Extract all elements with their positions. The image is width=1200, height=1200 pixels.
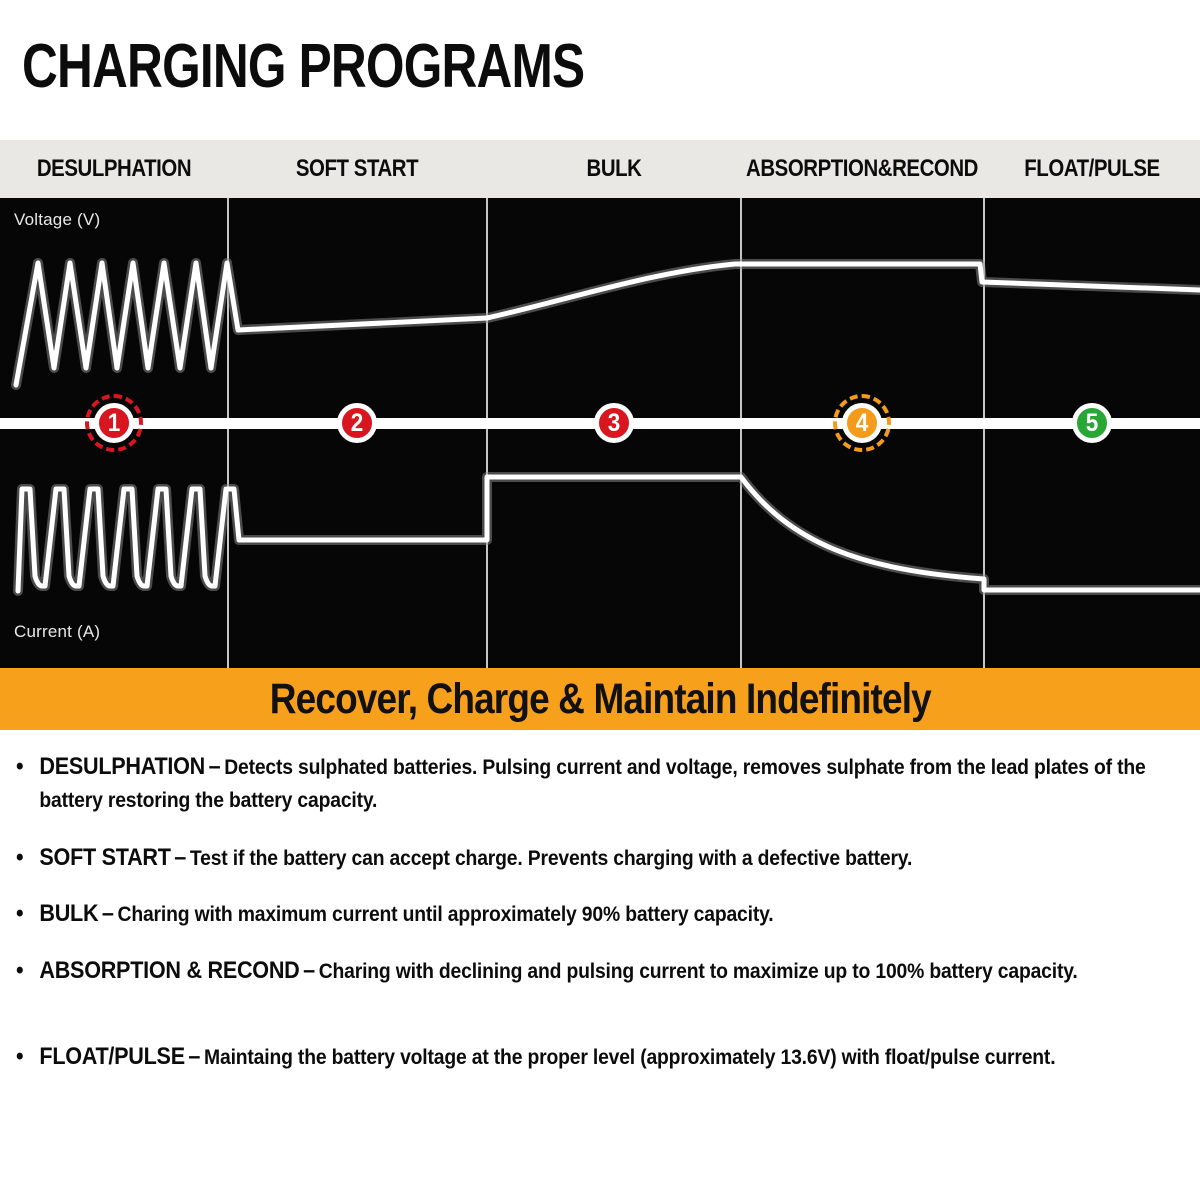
bullet-description: Charing with declining and pulsing current to maximize up to 100% battery capacity. <box>318 959 1078 983</box>
bullet-term: BULK <box>39 900 99 927</box>
current-waveform-glow <box>18 477 1200 591</box>
bullet-description: Test if the battery can accept charge. Prevents charging with a defective battery. <box>189 846 913 870</box>
bullet-marker: • <box>16 900 24 927</box>
page-title: CHARGING PROGRAMS <box>22 32 585 101</box>
stage-badge-5 <box>1072 403 1112 443</box>
bullet-term: FLOAT/PULSE <box>39 1043 185 1070</box>
stage-number-1: 1 <box>107 408 121 437</box>
voltage-waveform <box>16 263 1200 385</box>
stage-label-bulk: BULK <box>586 155 642 182</box>
banner <box>0 668 1200 730</box>
bullet-dash: – <box>174 844 187 871</box>
current-axis-label: Current (A) <box>14 622 101 641</box>
stage-number-2: 2 <box>350 408 364 437</box>
bullet-marker: • <box>16 844 24 871</box>
bullet-description: Maintaing the battery voltage at the proper level (approximately 13.6V) with float/pulse current. <box>204 1045 1056 1069</box>
bullet-float-pulse <box>16 1042 1159 1075</box>
stage-number-5: 5 <box>1085 408 1099 437</box>
charging-profile-chart <box>0 198 1200 668</box>
banner-text: Recover, Charge & Maintain Indefinitely <box>269 674 931 723</box>
stage-badge-1 <box>94 403 134 443</box>
stage-badge-2 <box>337 403 377 443</box>
stage-badge-3 <box>594 403 634 443</box>
bullet-dash: – <box>188 1043 201 1070</box>
bullet-marker: • <box>16 753 24 780</box>
bullet-description: Detects sulphated batteries. Pulsing current and voltage, removes sulphate from the lead plates of the battery restoring the battery capacity. <box>39 755 1146 812</box>
bullet-desulphation <box>16 752 1159 818</box>
bullet-marker: • <box>16 1043 24 1070</box>
bullet-term: DESULPHATION <box>39 753 205 780</box>
bullet-bulk <box>16 899 1159 932</box>
stage-label-absorption: ABSORPTION&RECOND <box>746 155 978 182</box>
stage-label-float-pulse: FLOAT/PULSE <box>1024 155 1160 182</box>
bullet-absorption-recond <box>16 956 1159 989</box>
bullet-soft-start <box>16 843 1159 876</box>
stage-label-desulphation: DESULPHATION <box>36 155 192 182</box>
stage-number-4: 4 <box>855 408 869 437</box>
stage-badge-4 <box>842 403 882 443</box>
bullet-dash: – <box>208 753 221 780</box>
bullet-term: SOFT START <box>39 844 171 871</box>
stage-header-band <box>0 140 1200 198</box>
voltage-axis-label: Voltage (V) <box>14 210 101 229</box>
stage-number-3: 3 <box>607 408 621 437</box>
bullet-marker: • <box>16 957 24 984</box>
stage-label-soft-start: SOFT START <box>295 155 419 182</box>
bullet-dash: – <box>101 900 114 927</box>
bullet-description: Charing with maximum current until approximately 90% battery capacity. <box>117 902 774 926</box>
bullet-dash: – <box>303 957 316 984</box>
bullet-term: ABSORPTION & RECOND <box>39 957 300 984</box>
